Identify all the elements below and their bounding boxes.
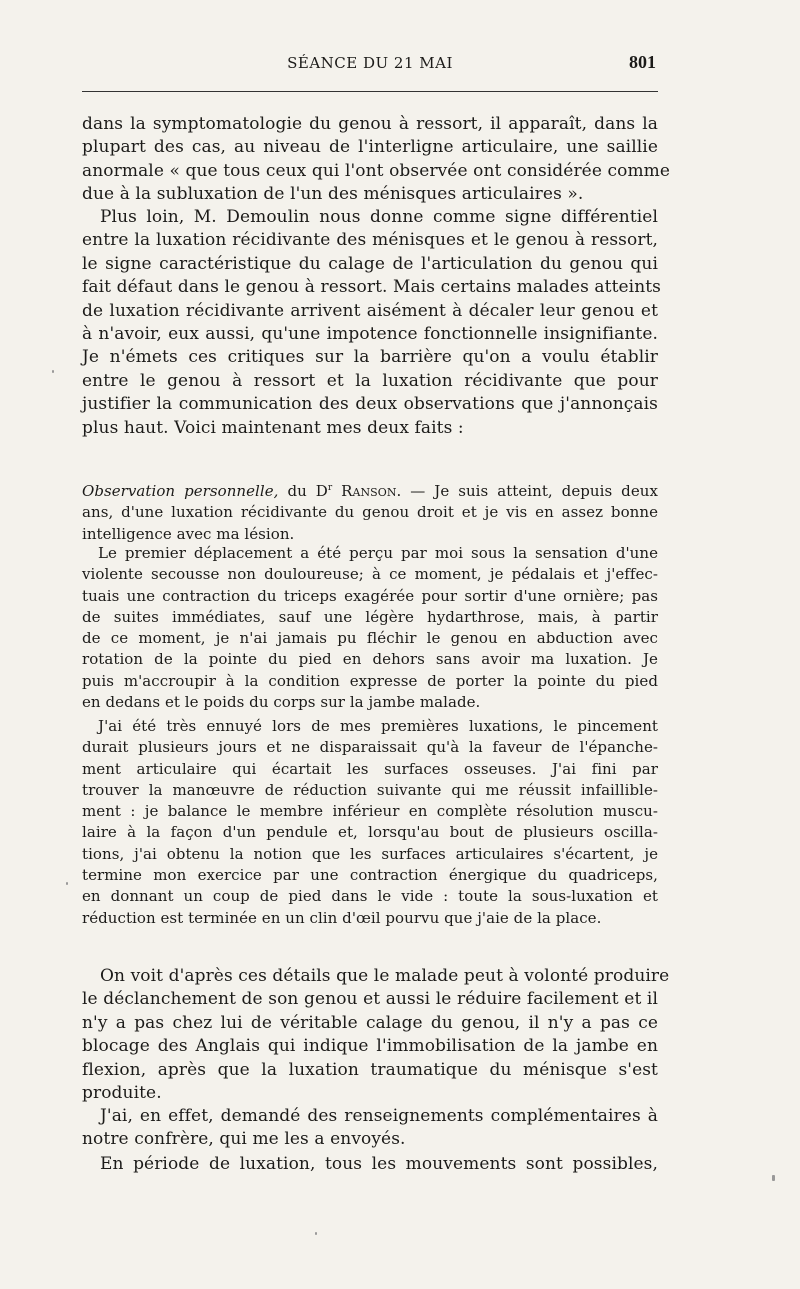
text-line: En période de luxation, tous les mouvements sont possibles, [100,1154,658,1174]
text-line: entre le genou à ressort et la luxation récidivante que pour [82,370,658,391]
observation-first-line-rest: . — Je suis atteint, depuis deux [396,482,658,500]
text-line: Plus loin, M. Demoulin nous donne comme signe différentiel [100,207,658,227]
text-line: dans la symptomatologie du genou à ressort, il apparaît, dans la [82,114,658,134]
text-line: le signe caractéristique du calage de l'articulation du genou qui [82,253,658,274]
text-line: termine mon exercice par une contraction énergique du quadriceps, [82,866,658,885]
text-line: blocage des Anglais qui indique l'immobilisation de la jambe en [82,1036,658,1057]
text-line: trouver la manœuvre de réduction suivante qui me réussit infaillible- [82,780,658,799]
header-rule [82,91,658,92]
observation-paragraph-3 [82,716,658,929]
text-line: due à la subluxation de l'un des ménisques articulaires ». [82,184,584,205]
paragraph-5 [82,1153,658,1176]
text-line: ans, d'une luxation récidivante du genou droit et je vis en assez bonne [82,503,658,522]
observation-paragraph-2 [82,543,658,713]
text-line: de ce moment, je n'ai jamais pu fléchir le genou en abduction avec [82,629,658,648]
author-sup: r [327,483,333,493]
text-line: durait plusieurs jours et ne disparaissait qu'à la faveur de l'épanche- [82,738,658,757]
scan-speck [772,1175,775,1181]
author-prefix: du D [287,482,328,500]
paragraph-3 [82,965,670,1105]
text-line: ment articulaire qui écartait les surfaces osseuses. J'ai fini par [82,759,658,778]
text-line: de suites immédiates, sauf une légère hydarthrose, mais, à partir [82,607,658,626]
text-line: n'y a pas chez lui de véritable calage du genou, il n'y a pas ce [82,1012,658,1033]
text-line: puis m'accroupir à la condition expresse de porter la pointe du pied [82,671,658,690]
text-line: flexion, après que la luxation traumatique du ménisque s'est [82,1059,658,1080]
observation-heading-line [82,478,658,502]
text-line: produite. [82,1083,162,1104]
text-line: entre la luxation récidivante des ménisques et le genou à ressort, [82,230,658,251]
running-head: SÉANCE DU 21 MAI [287,54,453,72]
text-line: justifier la communication des deux observations que j'annonçais [82,394,658,415]
text-line: violente secousse non douloureuse; à ce moment, je pédalais et j'effec- [82,565,658,584]
text-line: à n'avoir, eux aussi, qu'une impotence fonctionnelle insignifiante. [82,324,658,345]
text-line: Je n'émets ces critiques sur la barrière qu'on a voulu établir [82,347,658,368]
text-line: plus haut. Voici maintenant mes deux faits : [82,417,464,438]
observation-paragraph-1 [82,478,658,545]
text-line: fait défaut dans le genou à ressort. Mais certains malades atteints [82,277,661,298]
text-line: plupart des cas, au niveau de l'interligne articulaire, une saillie [82,137,658,158]
text-line: le déclanchement de son genou et aussi le réduire facilement et il [82,989,658,1010]
text-line: laire à la façon d'un pendule et, lorsqu'au bout de plusieurs oscilla- [82,823,658,842]
scan-speck [52,370,54,373]
page-number: 801 [629,52,656,72]
observation-title: Observation personnelle, [82,482,279,500]
text-line: tuais une contraction du triceps exagérée pour sortir d'une ornière; pas [82,586,658,605]
paragraph-2 [82,206,661,440]
text-line: anormale « que tous ceux qui l'ont observée ont considérée comme [82,160,671,181]
text-line: en dedans et le poids du corps sur la jambe malade. [82,693,481,712]
text-line: intelligence avec ma lésion. [82,524,295,543]
text-line: en donnant un coup de pied dans le vide : toute la sous-luxation et [82,887,658,906]
text-line: de luxation récidivante arrivent aisément à décaler leur genou et [82,300,658,321]
scan-speck [66,882,68,885]
text-line: ment : je balance le membre inférieur en complète résolution muscu- [82,802,658,821]
paragraph-4 [82,1105,658,1152]
text-line: réduction est terminée en un clin d'œil pourvu que j'aie de la place. [82,908,602,927]
text-line: J'ai, en effet, demandé des renseignements complémentaires à [100,1106,658,1126]
paragraph-1 [82,113,671,207]
text-line: tions, j'ai obtenu la notion que les surfaces articulaires s'écartent, je [82,844,658,863]
scan-speck [315,1232,317,1235]
text-line: On voit d'après ces détails que le malade peut à volonté produire [100,966,670,986]
text-line: notre confrère, qui me les a envoyés. [82,1129,406,1150]
author-name: Ranson [341,482,397,500]
text-line: Le premier déplacement a été perçu par moi sous la sensation d'une [98,544,658,562]
text-line: rotation de la pointe du pied en dehors sans avoir ma luxation. Je [82,650,658,669]
page-header [82,52,658,78]
text-line: J'ai été très ennuyé lors de mes premières luxations, le pincement [98,717,658,735]
